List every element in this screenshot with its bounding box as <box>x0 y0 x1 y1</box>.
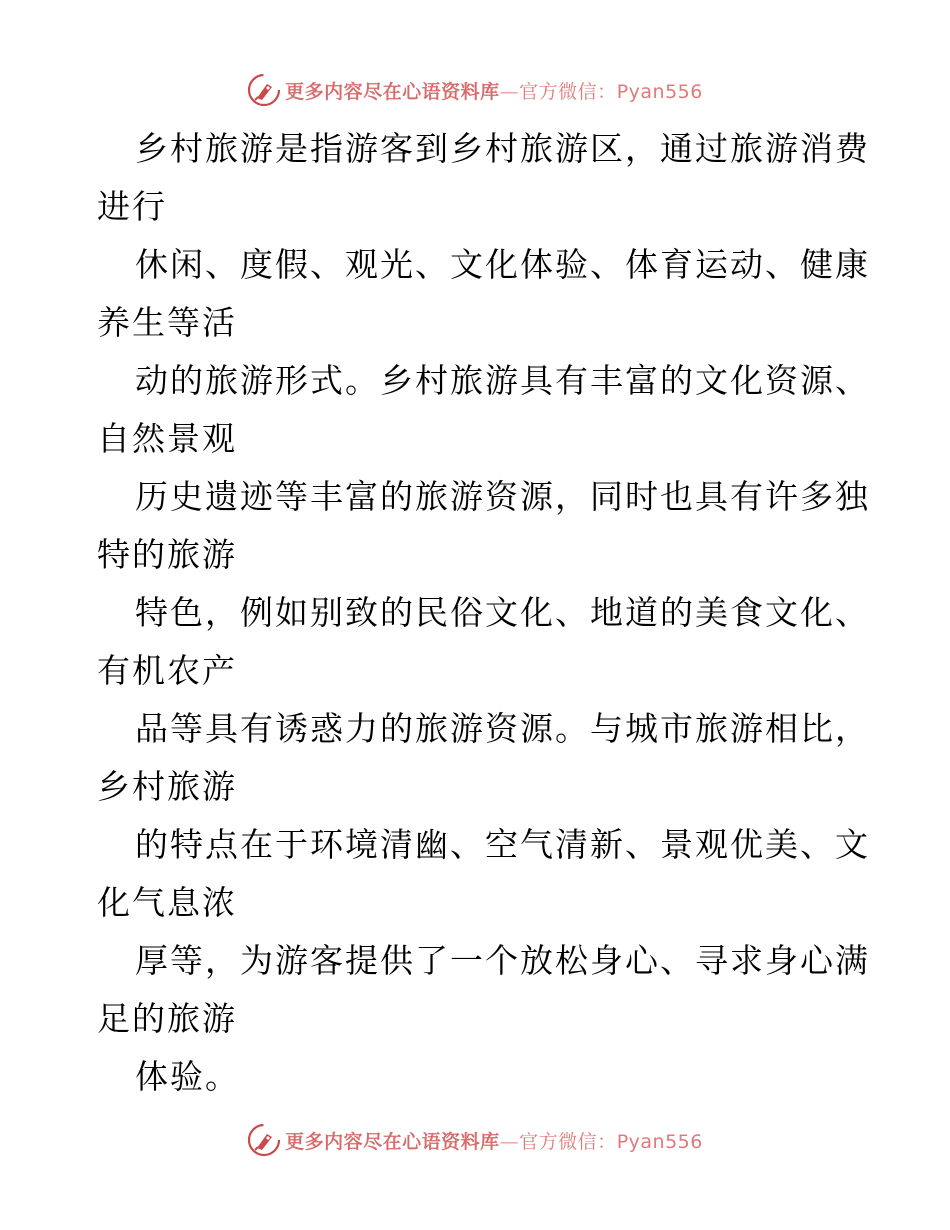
text-line: 乡村旅游 <box>97 767 237 806</box>
body-text <box>97 120 870 1106</box>
text-line: 动的旅游形式。乡村旅游具有丰富的文化资源、 <box>135 361 870 400</box>
text-line: 特色，例如别致的民俗文化、地道的美食文化、 <box>135 593 870 632</box>
banner-site-name: 更多内容尽在心语资料库 <box>285 1130 500 1153</box>
pen-nib-logo-icon <box>247 1123 281 1157</box>
text-line: 的特点在于环境清幽、空气清新、景观优美、文 <box>135 825 870 864</box>
banner-dash: — <box>499 80 520 103</box>
text-line: 进行 <box>97 187 167 226</box>
text-line: 历史遗迹等丰富的旅游资源，同时也具有许多独 <box>135 477 870 516</box>
banner-wechat-label: 官方微信： <box>519 1130 617 1153</box>
text-line: 养生等活 <box>97 303 237 342</box>
text-line: 化气息浓 <box>97 883 237 922</box>
banner-wechat-id: Pyan556 <box>616 1130 703 1153</box>
text-line: 特的旅游 <box>97 535 237 574</box>
banner-wechat-id: Pyan556 <box>616 80 703 103</box>
footer-banner <box>0 1120 950 1160</box>
pen-nib-logo-icon <box>247 73 281 107</box>
text-line: 乡村旅游是指游客到乡村旅游区，通过旅游消费 <box>135 129 870 168</box>
text-line: 有机农产 <box>97 651 237 690</box>
text-line: 体验。 <box>135 1057 240 1096</box>
banner-site-name: 更多内容尽在心语资料库 <box>285 80 500 103</box>
text-line: 自然景观 <box>97 419 237 458</box>
header-banner <box>0 70 950 110</box>
text-line: 足的旅游 <box>97 999 237 1038</box>
banner-wechat-label: 官方微信： <box>519 80 617 103</box>
text-line: 厚等，为游客提供了一个放松身心、寻求身心满 <box>135 941 870 980</box>
banner-dash: — <box>499 1130 520 1153</box>
text-line: 品等具有诱惑力的旅游资源。与城市旅游相比， <box>135 709 870 748</box>
text-line: 休闲、度假、观光、文化体验、体育运动、健康 <box>135 245 870 284</box>
